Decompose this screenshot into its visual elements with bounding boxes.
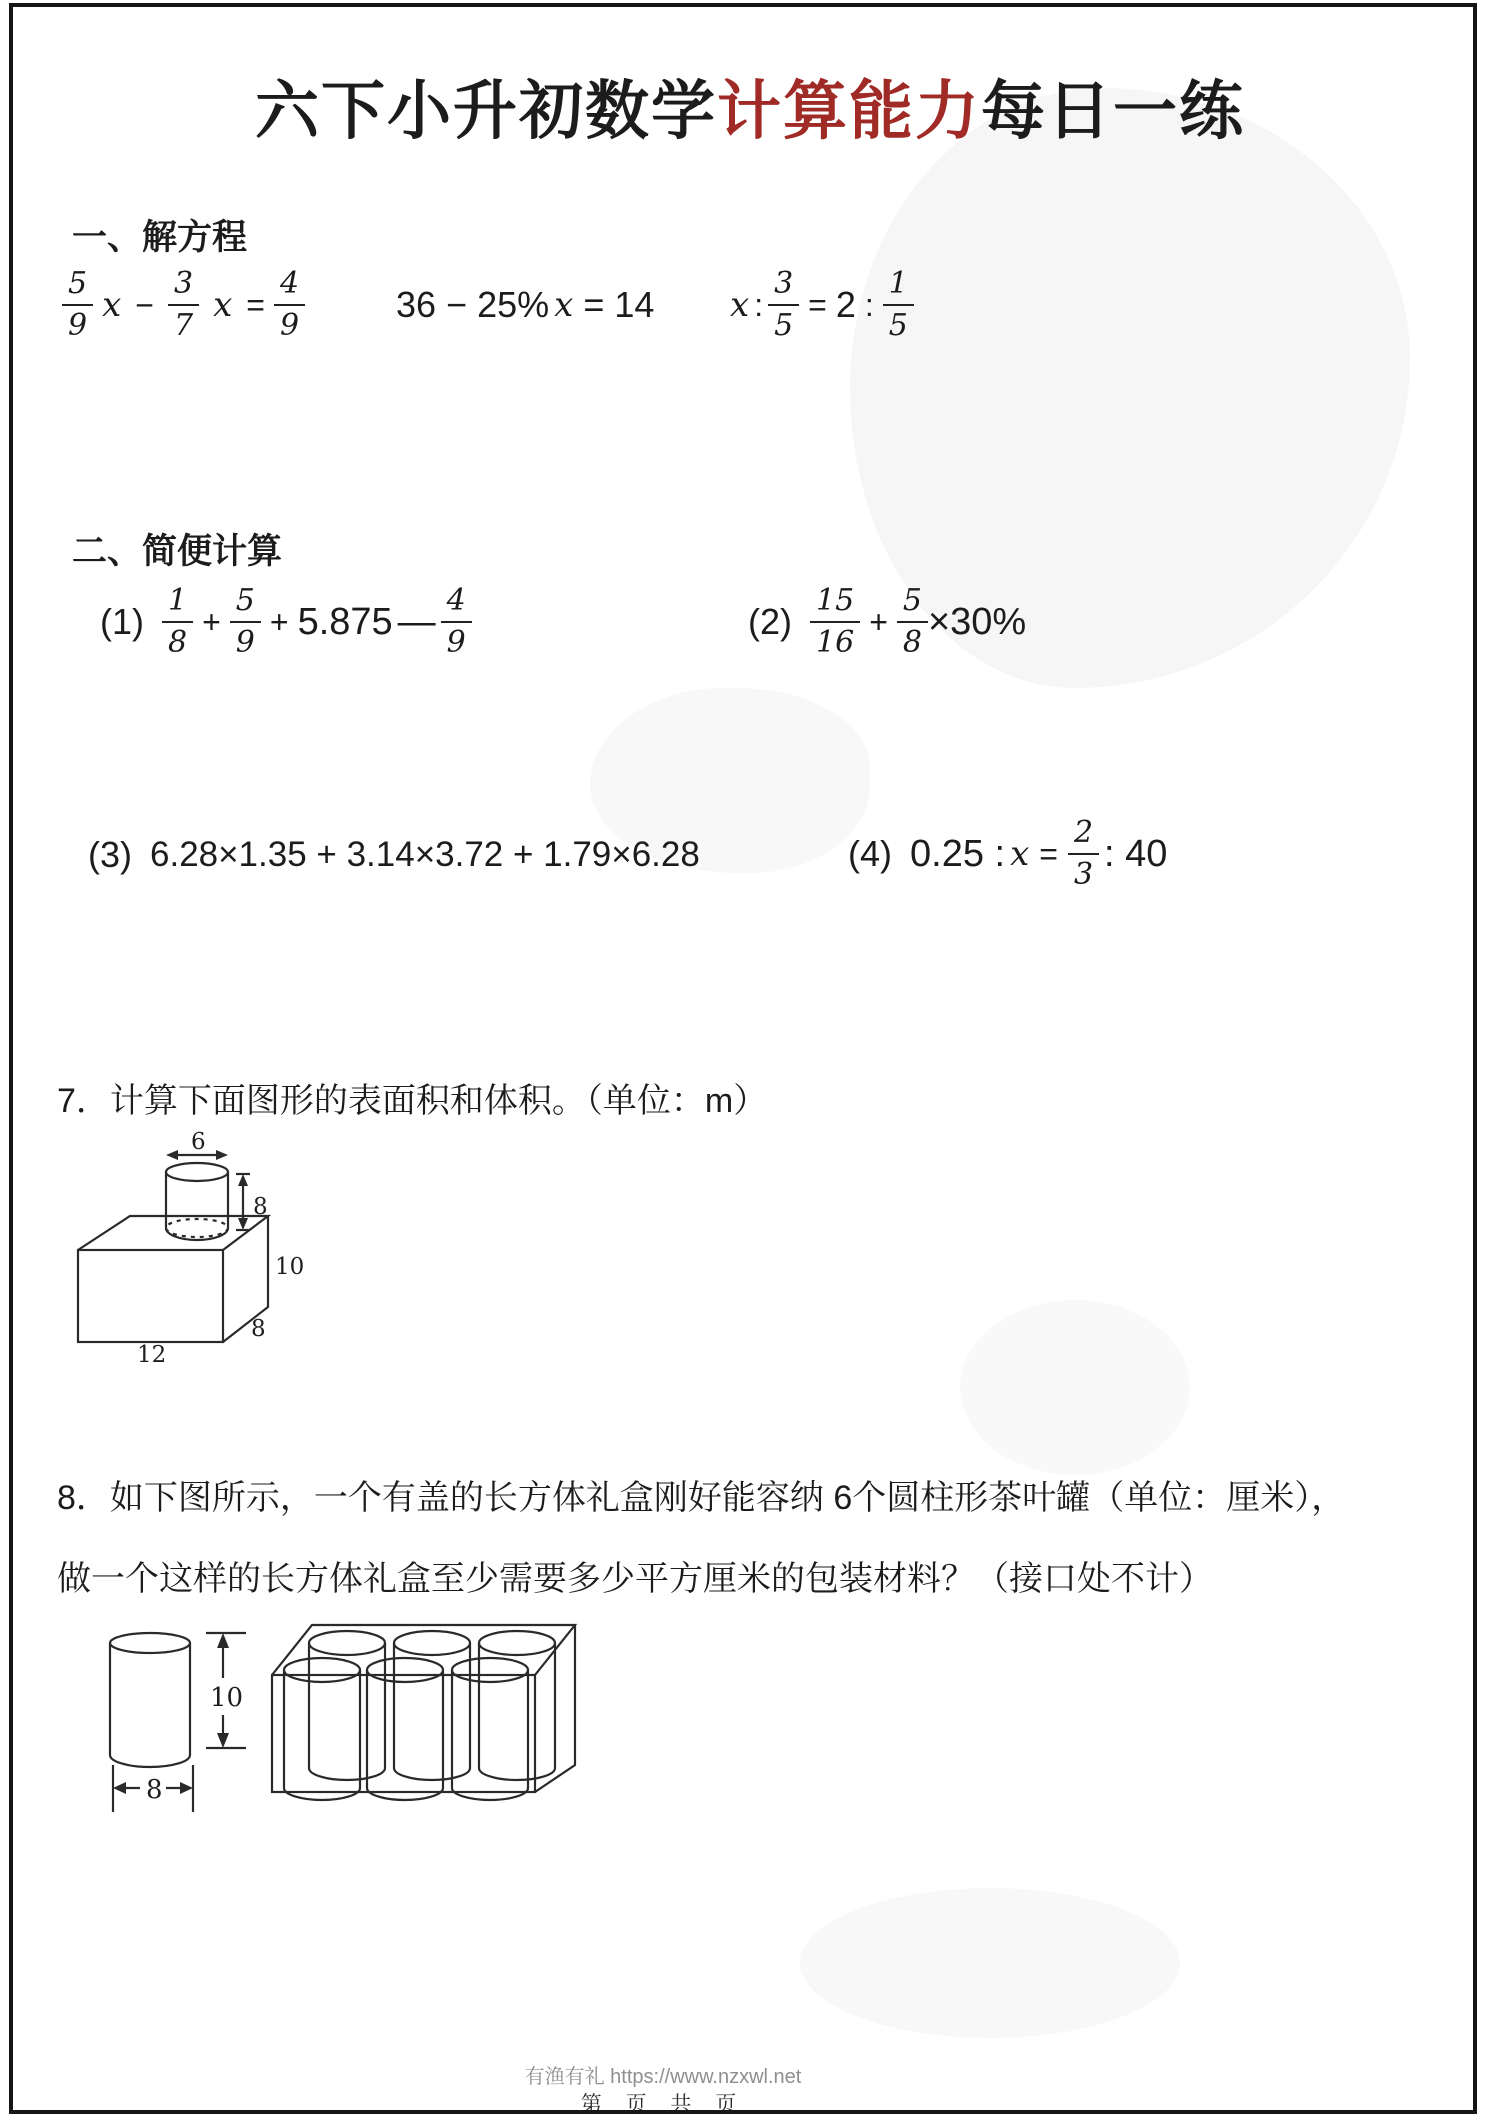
- equals-sign: =: [808, 286, 827, 323]
- back-can-bottom-arc: [309, 1768, 385, 1780]
- title-prefix: 六下小升初数学: [255, 75, 717, 147]
- simplify-item-4: [848, 812, 1167, 896]
- arrowhead: [180, 1782, 193, 1794]
- title-highlight: 计算能力: [717, 75, 981, 147]
- fraction: $\frac{15}{16}$: [810, 586, 860, 658]
- variable-x: x: [554, 285, 574, 325]
- decimal-number: 5.875: [297, 600, 393, 643]
- cylinder-base-dashed: [166, 1219, 228, 1237]
- item-label: (4): [848, 833, 892, 874]
- equation-1: [62, 264, 305, 346]
- item-label: (1): [100, 601, 144, 642]
- ratio-colon: :: [864, 286, 874, 323]
- question-8-text-line1: 8．如下图所示，一个有盖的长方体礼盒刚好能容纳 6个圆柱形茶叶罐（单位：厘米），: [57, 1479, 1346, 1517]
- back-can-top: [309, 1631, 385, 1655]
- minus-sign: −: [135, 286, 154, 323]
- variable-x: x: [213, 285, 233, 325]
- fraction: $\frac{4}{9}$: [441, 586, 472, 658]
- front-can-top: [367, 1658, 443, 1682]
- dim-label-box-height: 10: [275, 1254, 305, 1280]
- fraction: $\frac{2}{3}$: [1068, 818, 1099, 890]
- title-suffix: 每日一练: [981, 75, 1245, 147]
- dim-label-cylinder-height: 8: [253, 1194, 268, 1220]
- item-label: (3): [88, 834, 132, 875]
- fraction: $\frac{5}{9}$: [62, 269, 93, 341]
- tea-can-bottom-arc: [110, 1755, 190, 1767]
- scan-shadow-blob: [800, 1888, 1180, 2038]
- front-can-top: [284, 1658, 360, 1682]
- expression-left: 0.25 :: [910, 832, 1006, 875]
- cylinder-top: [166, 1163, 228, 1181]
- gift-box-with-cans: [272, 1625, 575, 1800]
- dim-label-box-width: 12: [137, 1342, 167, 1368]
- variable-x: x: [730, 285, 750, 325]
- expression-right: : 40: [1104, 832, 1168, 875]
- box-front-face: [272, 1675, 535, 1792]
- dim-label-can-diameter: 8: [146, 1775, 163, 1805]
- front-can-bottom-arc: [367, 1788, 443, 1800]
- dim-label-can-height: 10: [210, 1683, 244, 1713]
- equals-sign: =: [1039, 835, 1058, 872]
- front-can-top: [452, 1658, 528, 1682]
- plus-sign: +: [869, 603, 888, 640]
- dim-label-cylinder-diameter: 6: [191, 1129, 206, 1155]
- equation-2: [396, 264, 659, 346]
- simplify-item-1: [100, 580, 472, 664]
- expression: 6.28×1.35 + 3.14×3.72 + 1.79×6.28: [150, 835, 700, 874]
- question-7-figure: [55, 1122, 305, 1377]
- arrowhead: [217, 1633, 229, 1648]
- arrowhead: [217, 1733, 229, 1748]
- box-front-face: [78, 1250, 223, 1342]
- front-can-bottom-arc: [452, 1788, 528, 1800]
- question-8-figure: [60, 1620, 600, 1825]
- arrowhead: [238, 1174, 248, 1186]
- footer-page-info: 第 页 共 页: [580, 2093, 746, 2116]
- arrowhead: [166, 1150, 178, 1160]
- section-simplify-heading: 二、简便计算: [72, 532, 283, 571]
- fraction: $\frac{4}{9}$: [274, 269, 305, 341]
- fraction: $\frac{3}{5}$: [768, 269, 799, 341]
- fraction: $\frac{1}{8}$: [162, 586, 193, 658]
- equation-3: [730, 264, 914, 346]
- simplify-item-2: [748, 580, 1026, 664]
- back-can-top: [479, 1631, 555, 1655]
- arrowhead: [216, 1150, 228, 1160]
- arrowhead: [113, 1782, 126, 1794]
- variable-x: x: [1010, 834, 1030, 874]
- back-can-bottom-arc: [394, 1768, 470, 1780]
- item-label: (2): [748, 601, 792, 642]
- fraction: $\frac{5}{8}$: [897, 586, 928, 658]
- fraction: $\frac{5}{9}$: [230, 586, 261, 658]
- back-can-bottom-arc: [479, 1768, 555, 1780]
- footer-site-url: 有渔有礼 https://www.nzxwl.net: [524, 2066, 802, 2088]
- dim-label-box-depth: 8: [251, 1316, 266, 1342]
- ratio-colon: :: [754, 286, 764, 323]
- question-8-text-line2: 做一个这样的长方体礼盒至少需要多少平方厘米的包装材料？（接口处不计）: [57, 1560, 1213, 1598]
- back-can-top: [394, 1631, 470, 1655]
- page-title: [30, 60, 1470, 152]
- front-can-bottom-arc: [284, 1788, 360, 1800]
- equals-sign: =: [246, 286, 265, 323]
- number-two: 2: [835, 284, 856, 325]
- times-percent: ×30%: [927, 600, 1027, 643]
- plus-sign: +: [202, 603, 221, 640]
- plus-sign: +: [269, 603, 289, 640]
- simplify-item-3: [88, 818, 700, 892]
- fraction: $\frac{3}{7}$: [168, 269, 199, 341]
- minus-dash: —: [397, 600, 436, 643]
- tea-can-top: [110, 1633, 190, 1653]
- section-solve-heading: 一、解方程: [72, 218, 248, 257]
- equation-rhs: = 14: [583, 284, 655, 325]
- question-7-text: 7．计算下面图形的表面积和体积。（单位：m）: [57, 1082, 768, 1120]
- arrowhead: [238, 1218, 248, 1230]
- fraction: $\frac{1}{5}$: [883, 269, 914, 341]
- scan-shadow-blob: [960, 1300, 1190, 1475]
- variable-x: x: [102, 285, 122, 325]
- equation-lhs: 36 − 25%: [396, 284, 550, 325]
